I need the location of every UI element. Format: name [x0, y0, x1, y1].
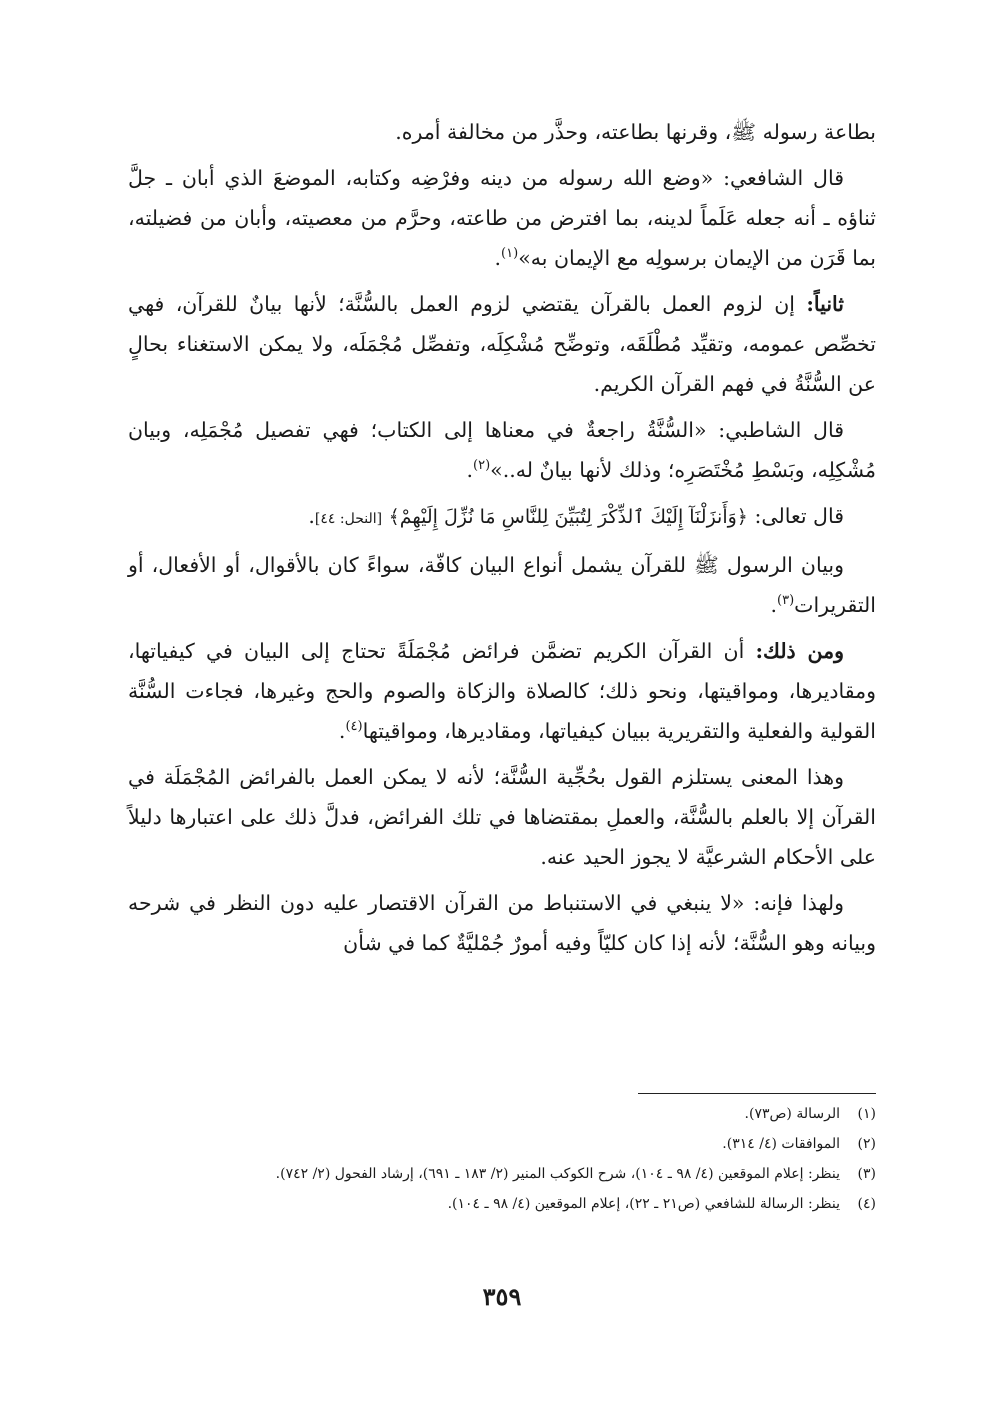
paragraph-text: ولهذا فإنه: «لا ينبغي في الاستنباط من القرآن الاقتصار عليه دون النظر في شرحه وبيانه وهو السُّنَّة؛ لأنه إذا كان كليّاً وفيه أمورٌ جُمْليَّةٌ كما في شأن	[128, 891, 876, 955]
paragraph-4	[128, 410, 876, 490]
paragraph-text: قال الشافعي: «وضع الله رسوله من دينه وفرْضِه وكتابه، الموضعَ الذي أبان ـ جلَّ ثناؤه ـ أنه جعله عَلَماً لدينه، بما افترض من طاعته، وحرَّم من معصيته، وأبان من فضيلته، بما قَرَن من الإيمان برسولِه مع الإيمان به»	[128, 166, 877, 270]
quran-verse: ﴿وَأَنزَلْنَآ إِلَيْكَ ٱلذِّكْرَ لِتُبَيِّنَ لِلنَّاسِ مَا نُزِّلَ إِلَيْهِمْ﴾	[388, 506, 748, 528]
main-text	[128, 112, 876, 963]
page-number: ٣٥٩	[482, 1282, 522, 1311]
verse-intro: قال تعالى:	[747, 504, 844, 528]
footnote-ref[interactable]: (١)	[501, 246, 519, 262]
paragraph-end: .	[494, 246, 502, 270]
footnote-text: ينظر: إعلام الموقعين (٤/ ٩٨ ـ ١٠٤)، شرح الكوكب المنير (٢/ ١٨٣ ـ ٦٩١)، إرشاد الفحول (٢/ ٧٤٢).	[275, 1166, 840, 1182]
footnote-1	[128, 1100, 876, 1128]
paragraph-6	[128, 631, 876, 751]
paragraph-7	[128, 757, 876, 877]
footnotes	[128, 1100, 876, 1220]
footnote-number: (٣)	[857, 1166, 876, 1182]
paragraph-lead: ومن ذلك:	[755, 639, 844, 663]
paragraph-text: أن القرآن الكريم تضمَّن فرائض مُجْمَلَةً تحتاج إلى البيان في كيفياتها، ومقاديرها، ومواقيتها، ونحو ذلك؛ كالصلاة والزكاة والصوم والحج وغيرها، فجاءت السُّنَّة القولية والفعلية والتقريرية ببيان كيفياتها، ومقاديرها، ومواقيتها	[128, 639, 876, 743]
paragraph-lead: ثانياً:	[806, 292, 844, 316]
footnote-2	[128, 1130, 876, 1158]
paragraph-end: .	[770, 593, 778, 617]
paragraph-text: قال الشاطبي: «السُّنَّةُ راجعةٌ في معناها إلى الكتاب؛ فهي تفصيل مُجْمَلِه، وبيان مُشْكِلِه، وبَسْطِ مُخْتَصَرِه؛ وذلك لأنها بيانٌ له..»	[128, 418, 876, 482]
footnote-4	[128, 1190, 876, 1218]
footnote-number: (٤)	[857, 1196, 876, 1212]
paragraph-8	[128, 883, 876, 963]
paragraph-text: إن لزوم العمل بالقرآن يقتضي لزوم العمل بالسُّنَّة؛ لأنها بيانٌ للقرآن، فهي تخصِّص عمومه، وتقيِّد مُطْلَقَه، وتوضِّح مُشْكِلَه، وتفصِّل مُجْمَلَه، ولا يمكن الاستغناء بحالٍ عن السُّنَّةُ في فهم القرآن الكريم.	[128, 292, 876, 396]
footnote-number: (١)	[857, 1106, 876, 1122]
verse-paragraph	[128, 496, 876, 539]
paragraph-text: وهذا المعنى يستلزم القول بحُجِّية السُّنَّة؛ لأنه لا يمكن العمل بالفرائض المُجْمَلَة في القرآن إلا بالعلم بالسُّنَّة، والعملِ بمقتضاها في تلك الفرائض، فدلَّ ذلك على اعتبارها دليلاً على الأحكام الشرعيَّة لا يجوز الحيد عنه.	[128, 765, 876, 869]
verse-reference: [النحل: ٤٤]	[314, 511, 383, 527]
paragraph-text: وبيان الرسول ﷺ للقرآن يشمل أنواع البيان كافّة، سواءً كان بالأقوال، أو الأفعال، أو التقريرات	[128, 553, 876, 617]
footnote-text: الرسالة (ص٧٣).	[744, 1106, 840, 1122]
footnote-ref[interactable]: (٣)	[777, 593, 795, 609]
paragraph-3	[128, 284, 876, 404]
footnote-ref[interactable]: (٢)	[473, 458, 491, 474]
footnote-divider	[638, 1093, 876, 1094]
page-body	[128, 112, 876, 969]
paragraph-5	[128, 545, 876, 625]
footnote-text: ينظر: الرسالة للشافعي (ص٢١ ـ ٢٢)، إعلام الموقعين (٤/ ٩٨ ـ ١٠٤).	[447, 1196, 840, 1212]
paragraph-end: .	[308, 504, 315, 528]
footnote-text: الموافقات (٤/ ٣١٤).	[722, 1136, 840, 1152]
paragraph-2	[128, 158, 876, 278]
paragraph-end: .	[466, 458, 474, 482]
paragraph-end: .	[338, 719, 346, 743]
footnote-ref[interactable]: (٤)	[345, 719, 363, 735]
paragraph-1	[128, 112, 876, 152]
footnote-number: (٢)	[857, 1136, 876, 1152]
paragraph-text: بطاعة رسوله ﷺ، وقرنها بطاعته، وحذَّر من مخالفة أمره.	[395, 120, 876, 144]
footnote-3	[128, 1160, 876, 1188]
